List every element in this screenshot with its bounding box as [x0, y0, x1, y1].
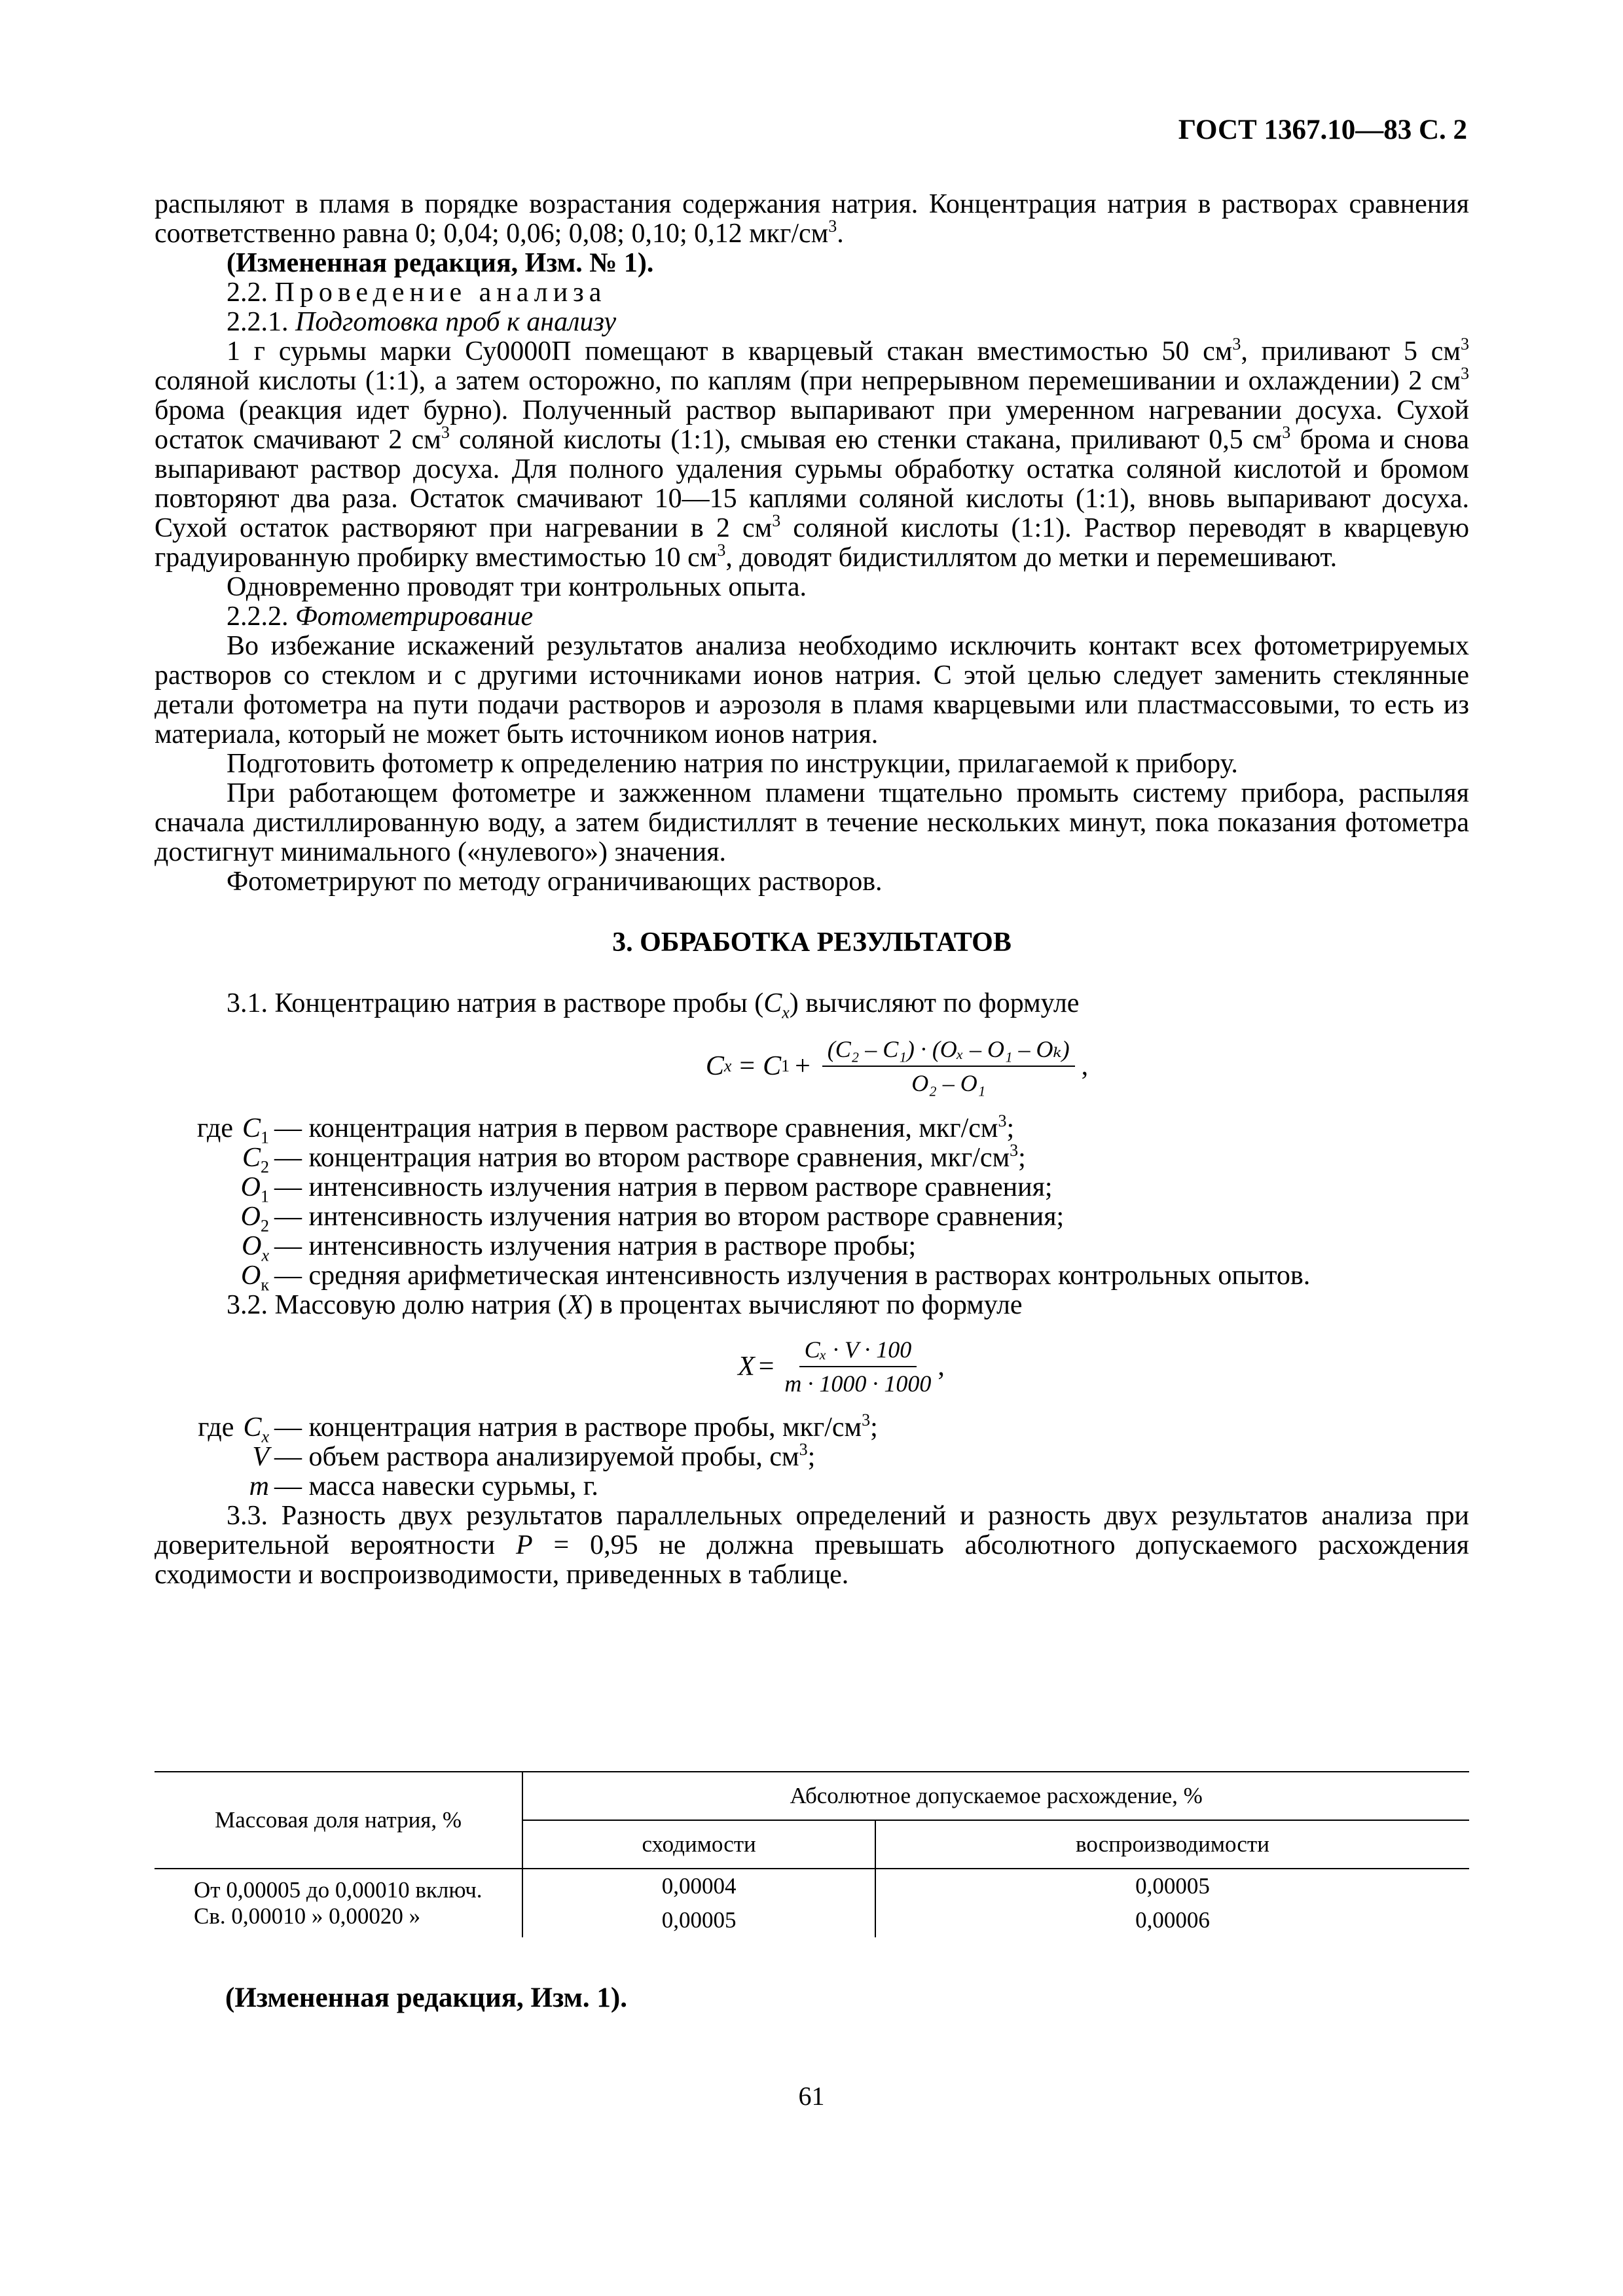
paragraph-3-1: 3.1. Концентрацию натрия в растворе пробы $(C_x)$ вычисляют по формуле — [227, 988, 1080, 1022]
formula-concentration-fraction — [822, 1035, 1075, 1097]
table-cell-range: От 0,00005 до 0,00010 включ. — [155, 1869, 522, 1903]
definition-row — [155, 1472, 1469, 1501]
table-cell-reproducibility: 0,00006 — [1135, 1907, 1210, 1933]
definition-row — [155, 1231, 1469, 1265]
definition-text: — концентрация натрия во втором растворе сравнения, мкг/$см^3$; — [274, 1141, 1026, 1173]
section-2-2-1-heading: 2.2.1. Подготовка проб к анализу — [227, 307, 617, 337]
definition-text: — концентрация натрия в растворе пробы, мкг/$см^3$; — [274, 1410, 878, 1443]
section-2-2-2-heading: 2.2.2. Фотометрирование — [227, 601, 534, 632]
results-table-body — [155, 1869, 1469, 1937]
definition-symbol: $C_2$ — [242, 1143, 269, 1177]
definition-row — [155, 1261, 1469, 1295]
document-body — [155, 190, 1469, 1590]
definition-text: — интенсивность излучения натрия во втором растворе сравнения; — [274, 1202, 1065, 1232]
table-cell-range: Св. 0,00010 » 0,00020 » — [155, 1903, 522, 1937]
fraction-denominator: m · 1000 · 1000 — [784, 1371, 932, 1397]
definition-row — [155, 1172, 1469, 1206]
formula-concentration: C x = C 1 + $\frac{\text{(C₂ – C₁) · (Oₓ – O₁ – Oₖ)}}{\text{O₂ – O₁}}$ , — [705, 1036, 1089, 1096]
paragraph-photometer-preparation: Подготовить фотометр к определению натрия по инструкции, прилагаемой к прибору. — [227, 749, 1238, 779]
section-3-title: 3. ОБРАБОТКА РЕЗУЛЬТАТОВ — [612, 927, 1012, 958]
paragraph-control-experiments: Одновременно проводят три контрольных опыта. — [227, 572, 807, 602]
definition-row — [155, 1111, 1469, 1147]
table-cell-convergence: 0,00005 — [522, 1903, 875, 1937]
definition-text: — интенсивность излучения натрия в первом растворе сравнения; — [274, 1172, 1053, 1202]
definition-text: — концентрация натрия в первом растворе сравнения, мкг/$см^3$; — [274, 1111, 1015, 1143]
edit-note-2: (Измененная редакция, Изм. 1). — [225, 1982, 627, 2013]
definition-symbol: m — [249, 1471, 269, 1501]
table-header-mass-fraction: Массовая доля натрия, % — [155, 1772, 522, 1869]
definition-symbol: где $C_1$ — [196, 1113, 269, 1147]
table-header-reproducibility: воспроизводимости — [1076, 1831, 1269, 1857]
formula-mass-fraction-fraction — [784, 1336, 931, 1397]
paragraph-sample-preparation: 1 г сурьмы марки Су0000П помещают в кварцевый стакан вместимостью 50 $см^3$, приливают 5 $см^3$ соляной кислоты (1:1), а затем осторожно, по каплям (при непрерывном перемешивании и охлаждении) 2 $см^3$ брома (реакция идет бурно). Полученный раствор выпаривают при умеренном нагревании досуха. Сухой остаток смачивают 2 $см^3$ соляной кислоты (1:1), смывая ею стенки стакана, приливают 0,5 $см^3$ брома и снова выпаривают раствор досуха. Для полного удаления сурьмы обработку остатка соляной кислотой и бромом повторяют два раза. Остаток смачивают 10—15 каплями соляной кислоты (1:1), вновь выпаривают досуха. Сухой остаток растворяют при нагревании в 2 $см^3$ соляной кислоты (1:1). Раствор переводят в кварцевую градуированную пробирку вместимостью 10 $см^3$, доводят бидистиллятом до метки и перемешивают. — [155, 334, 1469, 573]
paragraph-distortion-avoidance: Во избежание искажений результатов анализа необходимо исключить контакт всех фотометрируемых растворов со стеклом и с другими источниками ионов натрия. С этой целью следует заменить стеклянные детали фотометра на пути подачи растворов и аэрозоля в пламя кварцевыми или пластмассовыми, то есть из материала, который не может быть источником ионов натрия. — [155, 631, 1469, 749]
definition-symbol: V — [252, 1442, 269, 1472]
document-header: ГОСТ 1367.10—83 С. 2 — [1178, 115, 1467, 145]
section-2-2-heading: 2.2. Проведение анализа — [227, 278, 607, 308]
definitions-formula-2 — [155, 1410, 1469, 1501]
fraction-numerator: (C₂ – C₁) · (Oₓ – O₁ – Oₖ) — [822, 1035, 1075, 1067]
fraction-denominator: O₂ – O₁ — [911, 1070, 986, 1096]
definition-symbol: где $C_x$ — [198, 1412, 269, 1446]
paragraph-3-2: 3.2. Массовую долю натрия (X) в процентах вычисляют по формуле — [227, 1290, 1023, 1320]
definition-text: — средняя арифметическая интенсивность излучения в растворах контрольных опытов. — [274, 1261, 1311, 1291]
definition-symbol: $O_2$ — [240, 1202, 269, 1236]
paragraph-reference-solutions: распыляют в пламя в порядке возрастания содержания натрия. Концентрация натрия в растворах сравнения соответственно равна 0; 0,04; 0,06; 0,08; 0,10; 0,12 мкг/$см^3$. — [155, 189, 1469, 249]
definitions-formula-1 — [155, 1111, 1469, 1295]
definition-text: — объем раствора анализируемой пробы, $см^3$; — [274, 1440, 816, 1472]
definition-symbol: $O_x$ — [242, 1231, 269, 1265]
table-row — [155, 1869, 1469, 1903]
table-cell-reproducibility: 0,00005 — [1135, 1873, 1210, 1899]
table-header-group: Абсолютное допускаемое расхождение, % — [522, 1772, 1469, 1820]
definition-text: — масса навески сурьмы, г. — [274, 1471, 598, 1501]
definition-row — [155, 1410, 1469, 1446]
results-table — [155, 1771, 1469, 1937]
definition-row — [155, 1202, 1469, 1236]
page-number: 61 — [798, 2081, 825, 2111]
fraction-numerator: Cₓ · V · 100 — [799, 1336, 917, 1367]
definition-text: — интенсивность излучения натрия в растворе пробы; — [274, 1231, 917, 1261]
definition-row — [155, 1141, 1469, 1177]
edit-note-1: (Измененная редакция, Изм. № 1). — [227, 248, 654, 278]
table-row — [155, 1903, 1469, 1937]
paragraph-system-flush: При работающем фотометре и зажженном пламени тщательно промыть систему прибора, распыляя сначала дистиллированную воду, а затем бидистиллят в течение нескольких минут, пока показания фотометра достигнут минимального («нулевого») значения. — [155, 778, 1469, 867]
definition-row — [155, 1440, 1469, 1472]
definition-symbol: $O_к$ — [241, 1261, 269, 1295]
paragraph-3-3: 3.3. Разность двух результатов параллельных определений и разность двух результатов анализа при доверительной вероятности P = 0,95 не должна превышать абсолютного допускаемого расхождения сходимости и воспроизводимости, приведенных в таблице. — [155, 1501, 1469, 1590]
paragraph-photometry-method: Фотометрируют по методу ограничивающих растворов. — [227, 867, 883, 897]
table-header-convergence: сходимости — [522, 1820, 875, 1869]
table-cell-convergence: 0,00004 — [522, 1869, 875, 1903]
definition-symbol: $O_1$ — [240, 1172, 269, 1206]
formula-mass-fraction: X = $\frac{\text{Cₓ · V · 100}}{m \cdot 1000 \cdot 1000}$ , — [738, 1336, 945, 1397]
